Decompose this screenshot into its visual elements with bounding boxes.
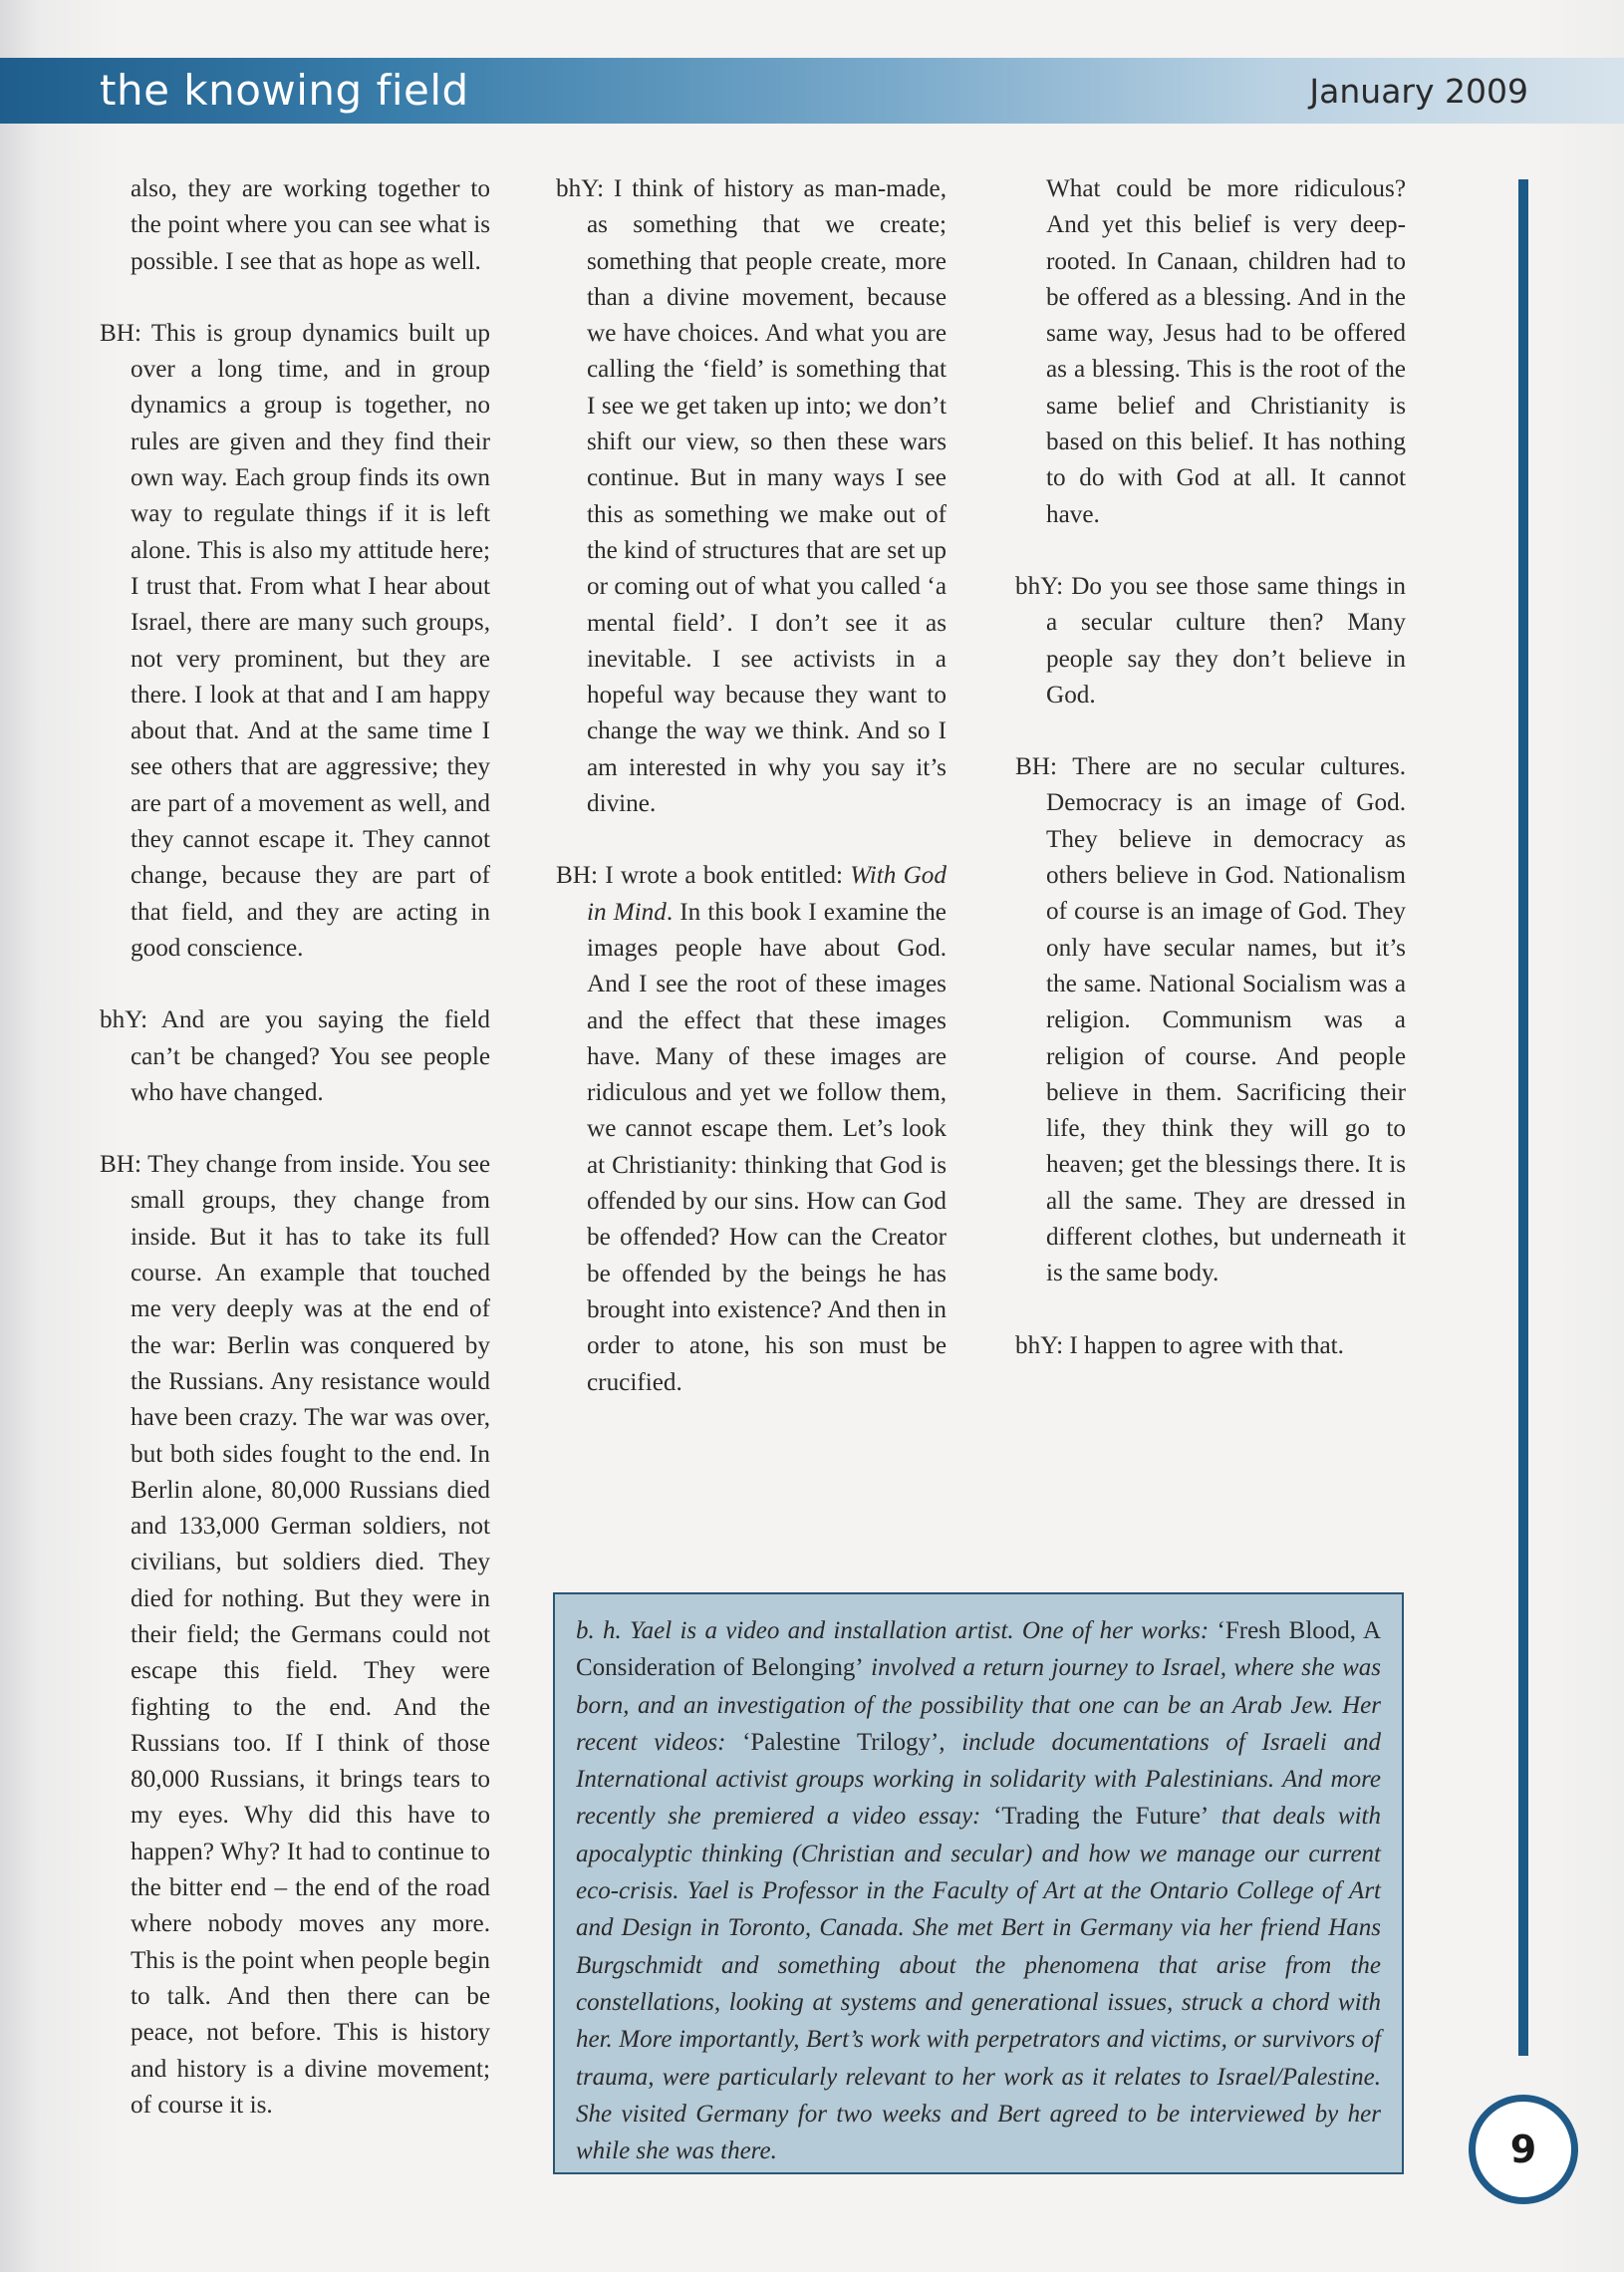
paragraph: bhY: I happen to agree with that.	[1015, 1331, 1344, 1359]
paragraph: What could be more ridiculous? And yet this belief is very deep-rooted. In Canaan, children had to be offered as a blessing. And in the same way, Jesus had to be offered as a blessing. This is the root of the same belief and Christianity is based on this belief. It has nothing to do with God at all. It cannot have.	[1046, 175, 1406, 528]
paragraph: also, they are working together to the point where you can see what is possible. I see that as hope as well.	[131, 175, 490, 275]
book-title: With God in Mind	[587, 862, 947, 926]
work-title: ‘Trading the Future’	[993, 1803, 1210, 1831]
text-column-2	[556, 171, 947, 1437]
bio-text: involved a return journey to Israel, where she was born, and an investigation of the possibility that one can be an Arab Jew. Her recent videos:	[576, 1654, 1381, 1756]
bio-text: , include documentations of Israeli and International activist groups working in solidarity with Palestinians. And more recently she premiered a video essay:	[576, 1728, 1381, 1831]
paragraph: bhY: And are you saying the field can’t be changed? You see people who have changed.	[100, 1006, 490, 1106]
author-bio-box	[553, 1592, 1404, 2174]
paragraph: bhY: I think of history as man-made, as something that we create; something that people create, more than a divine movement, because we have choices. And what you are calling the ‘field’ is something that I see we get taken up into; we don’t shift our view, so then these wars continue. But in many ways I see this as something we make out of the kind of structures that are set up or coming out of what you called ‘a mental field’. I don’t see it as inevitable. I see activists in a hopeful way because they want to change the way we think. And so I am interested in why you say it’s divine.	[556, 175, 947, 818]
work-title: ‘Fresh Blood, A Consideration of Belonging’	[576, 1617, 1381, 1682]
issue-date: January 2009	[1309, 72, 1528, 111]
work-title: ‘Palestine Trilogy’	[742, 1728, 940, 1756]
speaker-text: BH: I wrote a book entitled:	[556, 862, 851, 890]
text-column-1	[100, 171, 490, 2159]
paragraph: BH: They change from inside. You see small groups, they change from inside. But it has to take its full course. An example that touched me very deeply was at the end of the war: Berlin was conquered by the Russians. Any resistance would have been crazy. The war was over, but both sides fought to the end. In Berlin alone, 80,000 Russians died and 133,000 German soldiers, not civilians, but soldiers died. They died for nothing. But they were in their field; the Germans could not escape this field. They were fighting to the end. And the Russians too. If I think of those 80,000 Russians, it brings tears to my eyes. Why did this have to happen? Why? It had to continue to the bitter end – the end of the road where nobody moves any more. This is the point when people begin to talk. And then there can be peace, not before. This is history and history is a divine movement; of course it is.	[100, 1151, 490, 2119]
paragraph: BH: This is group dynamics built up over a long time, and in group dynamics a group is together, no rules are given and they find their own way. Each group finds its own way to regulate things if it is left alone. This is also my attitude here; I trust that. From what I hear about Israel, there are many such groups, not very prominent, but they are there. I look at that and I am happy about that. And at the same time I see others that are aggressive; they are part of a movement as well, and they cannot escape it. They cannot change, because they are part of that field, and they are acting in good conscience.	[100, 319, 490, 962]
magazine-title: the knowing field	[100, 66, 469, 115]
paragraph	[556, 858, 947, 1400]
page-number-badge: 9	[1469, 2095, 1578, 2204]
bio-text: that deals with apocalyptic thinking (Christian and secular) and how we manage our current eco-crisis. Yael is Professor in the Faculty of Art at the Ontario College of Art and Design in Toronto, Canada. She met Bert in Germany via her friend Hans Burgschmidt and something about the phenomena that arise from the constellations, looking at systems and generational issues, struck a chord with her. More importantly, Bert’s work with perpetrators and victims, or survivors of trauma, were particularly relevant to her work as it relates to Israel/Palestine. She visited Germany for two weeks and Bert agreed to be interviewed by her while she was there.	[576, 1803, 1381, 2165]
side-accent-bar	[1518, 179, 1528, 2056]
bio-text: b. h. Yael is a video and installation artist. One of her works:	[576, 1617, 1218, 1644]
paragraph: BH: There are no secular cultures. Democracy is an image of God. They believe in democracy as others believe in God. Nationalism of course is an image of God. They only have secular names, but it’s the same. National Socialism was a religion. Communism was a religion of course. And people believe in them. Sacrificing their life, they think they will go to heaven; get the blessings there. It is all the same. They are dressed in different clothes, but underneath it is the same body.	[1015, 753, 1406, 1287]
paragraph-text: . In this book I examine the images people have about God. And I see the root of these images and the effect that these images have. Many of these images are ridiculous and yet we follow them, we cannot escape them. Let’s look at Christianity: thinking that God is offended by our sins. How can God be offended? How can the Creator be offended by the beings he has brought into existence? And then in order to atone, his son must be crucified.	[587, 898, 947, 1396]
paragraph: bhY: Do you see those same things in a secular culture then? Many people say they don’t believe in God.	[1015, 572, 1406, 709]
text-column-3	[1015, 171, 1406, 1400]
